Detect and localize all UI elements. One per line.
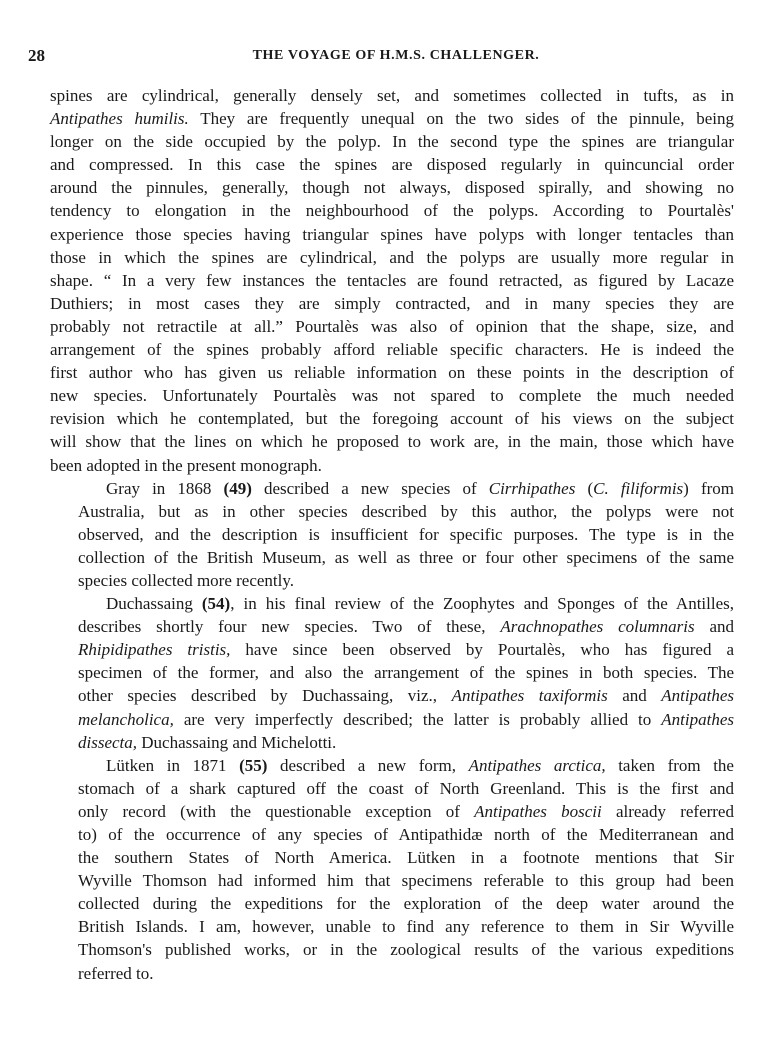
text-line	[50, 477, 734, 500]
italic-text: C. filiformis	[593, 478, 684, 498]
page-number: 28	[28, 46, 45, 65]
text-line	[50, 153, 734, 176]
text-run: only record (with the questionable exception of	[78, 801, 475, 821]
text-run: ) from	[683, 478, 734, 498]
text-line	[50, 777, 734, 800]
text-run: observed, and the description is insufficient for specific purposes. The type is in the	[78, 524, 734, 544]
reference-number: (54)	[201, 594, 231, 614]
text-run: tendency to elongation in the neighbourhood of the polyps. According to Pourtalès'	[50, 201, 734, 221]
text-run: Duthiers; in most cases they are simply contracted, and in many species they are	[50, 293, 734, 313]
text-line	[50, 338, 734, 361]
text-line	[50, 246, 734, 269]
text-run: arrangement of the spines probably afford reliable specific characters. He is indeed the	[50, 340, 734, 360]
text-line	[50, 315, 734, 338]
text-line	[50, 962, 734, 985]
text-line	[50, 223, 734, 246]
reference-number: (55)	[239, 755, 268, 775]
text-line	[50, 800, 734, 823]
text-line	[50, 915, 734, 938]
text-run: Australia, but as in other species described by this author, the polyps were not	[78, 501, 734, 521]
text-run: been adopted in the present monograph.	[50, 455, 322, 475]
text-run: revision which he contemplated, but the foregoing account of his views on the subject	[50, 409, 734, 429]
text-run: spines are cylindrical, generally densely set, and sometimes collected in tufts, as in	[50, 86, 734, 105]
text-run: have since been observed by Pourtalès, who has figured a	[230, 640, 734, 660]
italic-text: Antipathes	[661, 686, 735, 706]
text-run: new species. Unfortunately Pourtalès was not spared to complete the much needed	[50, 386, 734, 406]
text-run: taken from the	[605, 755, 734, 775]
paragraph	[50, 754, 734, 985]
text-run: Gray in 1868	[106, 478, 224, 498]
text-run: and	[694, 617, 735, 637]
text-line	[50, 430, 734, 453]
text-line	[50, 938, 734, 961]
text-run: will show that the lines on which he proposed to work are, in the main, those which have	[50, 432, 734, 452]
text-run: are very imperfectly described; the latter is probably allied to	[173, 709, 662, 729]
text-run: to) of the occurrence of any species of Antipathidæ north of the Mediterranean and	[78, 825, 734, 844]
text-run: and compressed. In this case the spines are disposed regularly in quincuncial order	[50, 155, 734, 175]
paragraph	[50, 477, 734, 592]
italic-text: Antipathes humilis.	[50, 109, 189, 129]
italic-text: melancholica,	[78, 709, 174, 729]
text-line	[50, 708, 734, 731]
italic-text: Antipathes	[661, 709, 734, 729]
running-title: THE VOYAGE OF H.M.S. CHALLENGER.	[252, 48, 540, 63]
text-run: described a new form,	[267, 755, 469, 775]
italic-text: Rhipidipathes tristis,	[78, 640, 231, 660]
text-line	[50, 107, 734, 130]
text-run: longer on the side occupied by the polyp. In the second type the spines are triangular	[50, 132, 734, 152]
text-run: , in his final review of the Zoophytes and Sponges of the Antilles,	[230, 594, 734, 614]
text-run: Duchassaing	[106, 594, 202, 614]
text-run: (	[575, 478, 594, 498]
text-line	[50, 269, 734, 292]
text-line	[50, 846, 734, 869]
paragraph	[50, 592, 734, 754]
text-run: They are frequently unequal on the two sides of the pinnule, being	[188, 109, 734, 129]
italic-text: dissecta,	[78, 732, 138, 752]
text-run: those in which the spines are cylindrical, and the polyps are usually more regular in	[50, 247, 734, 267]
text-run: first author who has given us reliable information on these points in the description of	[50, 363, 734, 383]
text-line	[50, 292, 734, 315]
text-run: and	[607, 686, 662, 706]
italic-text: Antipathes boscii	[474, 801, 602, 821]
text-line	[50, 661, 734, 684]
text-run: probably not retractile at all.” Pourtalès was also of opinion that the shape, size, and	[50, 316, 734, 336]
text-run: collection of the British Museum, as well as three or four other specimens of the same	[78, 547, 734, 567]
text-run: describes shortly four new species. Two of these,	[78, 617, 501, 637]
text-run: species collected more recently.	[78, 570, 295, 590]
text-line	[50, 130, 734, 153]
text-run: collected during the expeditions for the exploration of the deep water around the	[78, 894, 734, 914]
text-line	[50, 569, 734, 592]
text-run: shape. “ In a very few instances the tentacles are found retracted, as figured by Lacaze	[50, 270, 734, 290]
text-run: referred to.	[78, 963, 154, 983]
text-line	[50, 754, 734, 777]
paragraph	[50, 84, 734, 477]
text-run: the southern States of North America. Lütken in a footnote mentions that Sir	[78, 848, 734, 868]
text-line	[50, 638, 734, 661]
text-run: Lütken in 1871	[106, 755, 240, 775]
text-line	[50, 823, 734, 846]
text-run: Wyville Thomson had informed him that specimens referable to this group had been	[78, 871, 734, 891]
text-line	[50, 454, 734, 477]
text-line	[50, 615, 734, 638]
italic-text: Cirrhipathes	[488, 478, 576, 498]
text-run: already referred	[601, 801, 734, 821]
italic-text: Arachnopathes columnaris	[500, 617, 695, 637]
italic-text: Antipathes arctica,	[468, 755, 606, 775]
text-line	[50, 84, 734, 107]
text-line	[50, 731, 734, 754]
text-line	[50, 500, 734, 523]
text-line	[50, 176, 734, 199]
text-run: stomach of a shark captured off the coast of North Greenland. This is the first and	[78, 778, 734, 798]
text-run: Duchassaing and Michelotti.	[137, 732, 337, 752]
text-line	[50, 684, 734, 707]
text-line	[50, 546, 734, 569]
text-line	[50, 384, 734, 407]
text-run: British Islands. I am, however, unable to find any reference to them in Sir Wyville	[78, 917, 734, 937]
text-line	[50, 523, 734, 546]
reference-number: (49)	[223, 478, 252, 498]
text-run: other species described by Duchassaing, viz.,	[78, 686, 452, 706]
text-line	[50, 592, 734, 615]
text-line	[50, 892, 734, 915]
text-line	[50, 869, 734, 892]
text-run: around the pinnules, generally, though not always, disposed spirally, and showing no	[50, 178, 734, 198]
text-line	[50, 407, 734, 430]
text-run: experience those species having triangular spines have polyps with longer tentacles than	[50, 224, 734, 244]
text-line	[50, 199, 734, 222]
body-text	[50, 84, 734, 985]
text-run: specimen of the former, and also the arrangement of the spines in both species. The	[78, 663, 734, 683]
italic-text: Antipathes taxiformis	[451, 686, 608, 706]
text-run: described a new species of	[251, 478, 489, 498]
page-header	[28, 46, 734, 70]
text-line	[50, 361, 734, 384]
text-run: Thomson's published works, or in the zoological results of the various expeditions	[78, 940, 734, 960]
